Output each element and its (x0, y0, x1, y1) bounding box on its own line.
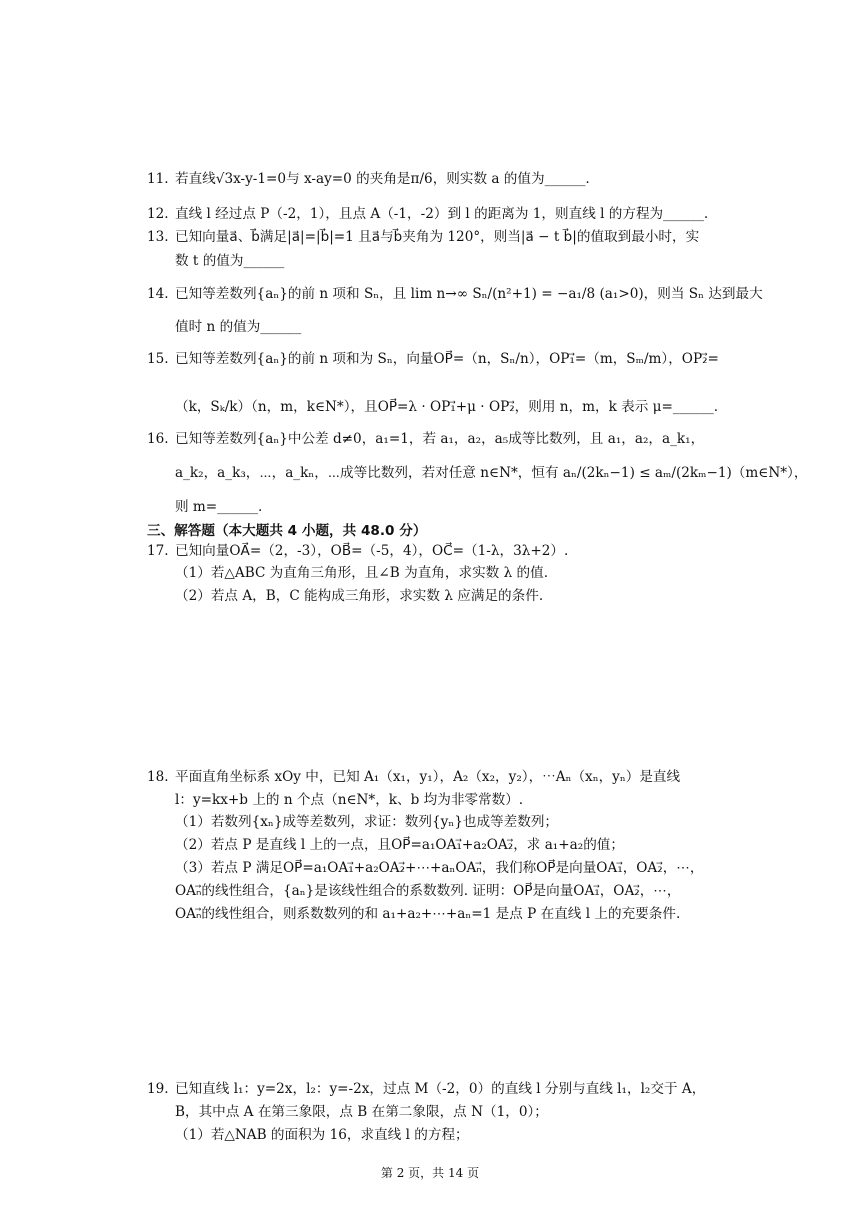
question-number: 12. (147, 206, 169, 222)
sub-question: （1）若△NAB 的面积为 16，求直线 l 的方程； (175, 1127, 469, 1143)
question-text: 值时 n 的值为______ (175, 319, 302, 335)
question-text: （k，Sₖ/k）（n，m，k∈N*），且OP⃗=λ · OP₁⃗+μ · OP₂⃗，则用 n，m，k 表示 μ=______. (175, 399, 719, 415)
question-number: 19. (147, 1081, 169, 1097)
question-text: 已知直线 l₁：y=2x，l₂：y=-2x，过点 M（-2，0）的直线 l 分别与直线 l₁，l₂交于 A， (175, 1081, 706, 1097)
question-text: B，其中点 A 在第三象限，点 B 在第二象限，点 N（1，0）； (175, 1104, 548, 1120)
sub-question: （2）若点 P 是直线 l 上的一点，且OP⃗=a₁OA₁⃗+a₂OA₂⃗，求 a₁+a₂的值； (175, 837, 624, 853)
question-number: 13. (147, 229, 169, 245)
section-heading: 三、解答题（本大题共 4 小题，共 48.0 分） (147, 523, 427, 539)
question-text: 数 t 的值为______ (175, 253, 285, 269)
question-text: 平面直角坐标系 xOy 中，已知 A₁（x₁，y₁），A₂（x₂，y₂），⋯Aₙ（xₙ，yₙ）是直线 (175, 769, 681, 785)
question-number: 16. (147, 431, 169, 447)
sub-question: OAₙ⃗的线性组合，则系数数列的和 a₁+a₂+⋯+aₙ=1 是点 P 在直线 l 上的充要条件. (175, 906, 681, 922)
sub-question: （1）若△ABC 为直角三角形，且∠B 为直角，求实数 λ 的值. (175, 565, 549, 581)
question-text: 若直线√3x-y-1=0与 x-ay=0 的夹角是π/6，则实数 a 的值为______. (175, 171, 590, 187)
question-text: 已知等差数列{aₙ}中公差 d≠0，a₁=1，若 a₁，a₂，a₅成等比数列，且 a₁，a₂，a_k₁， (175, 431, 705, 447)
question-number: 14. (147, 286, 169, 302)
sub-question: （1）若数列{xₙ}成等差数列，求证：数列{yₙ}也成等差数列； (175, 814, 559, 830)
question-text: l：y=kx+b 上的 n 个点（n∈N*，k、b 均为非零常数）. (175, 792, 524, 808)
question-text: 已知向量a⃗、b⃗满足|a⃗|=|b⃗|=1 且a⃗与b⃗夹角为 120°，则当|a⃗ − t b⃗|的值取到最小时，实 (175, 229, 700, 245)
question-text: 则 m=______. (175, 499, 263, 515)
question-number: 15. (147, 351, 169, 367)
question-number: 17. (147, 543, 169, 559)
question-number: 11. (147, 171, 169, 187)
sub-question: （3）若点 P 满足OP⃗=a₁OA₁⃗+a₂OA₂⃗+⋯+aₙOAₙ⃗，我们称OP⃗是向量OA₁⃗，OA₂⃗，⋯， (175, 860, 704, 876)
sub-question: OAₙ⃗的线性组合，{aₙ}是该线性组合的系数数列. 证明：OP⃗是向量OA₁⃗，OA₂⃗，⋯， (175, 883, 681, 899)
question-text: 已知等差数列{aₙ}的前 n 项和 Sₙ，且 lim n→∞ Sₙ/(n²+1) = −a₁/8 (a₁>0)，则当 Sₙ 达到最大 (175, 286, 763, 302)
question-text: 已知等差数列{aₙ}的前 n 项和为 Sₙ，向量OP⃗=（n，Sₙ/n），OP₁⃗=（m，Sₘ/m），OP₂⃗= (175, 351, 719, 367)
question-text: 直线 l 经过点 P（-2，1），且点 A（-1，-2）到 l 的距离为 1，则直线 l 的方程为______. (175, 206, 709, 222)
question-text: 已知向量OA⃗=（2，-3），OB⃗=（-5，4），OC⃗=（1-λ，3λ+2）. (175, 543, 569, 559)
question-number: 18. (147, 769, 169, 785)
page-footer: 第 2 页，共 14 页 (380, 1166, 480, 1180)
question-text: a_k₂，a_k₃，⋯，a_kₙ，⋯成等比数列，若对任意 n∈N*，恒有 aₙ/(2kₙ−1) ≤ aₘ/(2kₘ−1)（m∈N*）， (175, 465, 808, 481)
sub-question: （2）若点 A，B，C 能构成三角形，求实数 λ 应满足的条件. (175, 588, 544, 604)
